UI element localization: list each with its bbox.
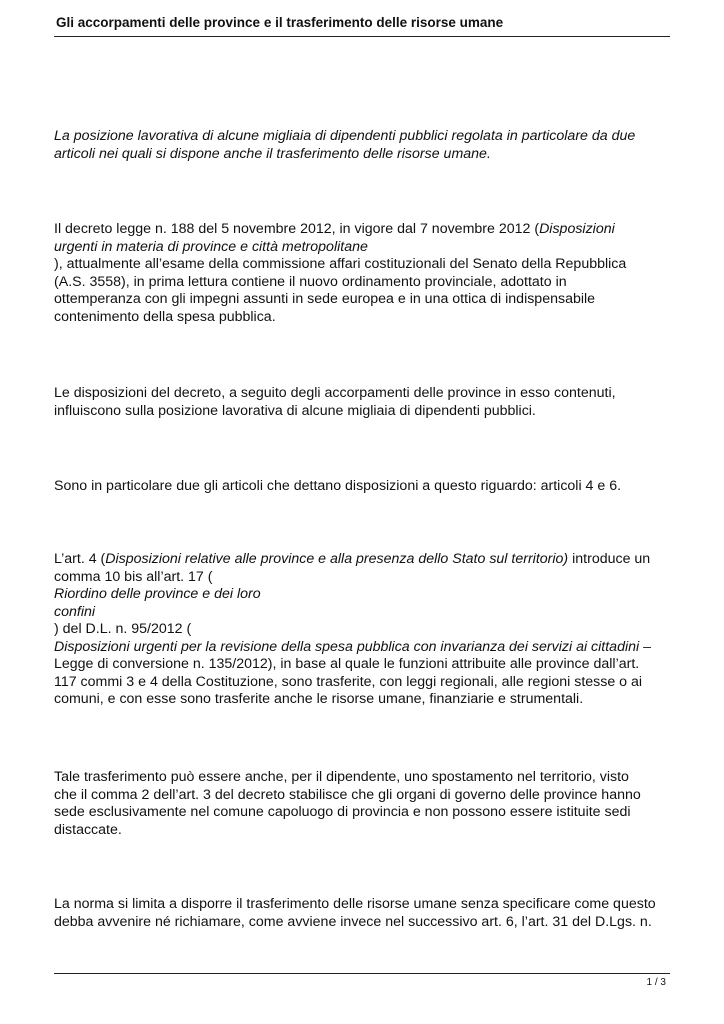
transfer-line: che il comma 2 dell’art. 3 del decreto stabilisce che gli organi di governo delle province hanno bbox=[54, 786, 641, 803]
art4-line1-pre: L’art. 4 ( bbox=[54, 551, 106, 567]
decree-line: contenimento della spesa pubblica. bbox=[54, 308, 276, 325]
decree-line: ), attualmente all’esame della commissione affari costituzionali del Senato della Repubblica bbox=[54, 256, 627, 272]
art4-line bbox=[54, 551, 674, 569]
document-title: Gli accorpamenti delle province e il trasferimento delle risorse umane bbox=[56, 15, 504, 30]
decree-paragraph bbox=[54, 221, 674, 326]
page-number: 1 / 3 bbox=[646, 977, 666, 988]
art4-line: comuni, e con esse sono trasferite anche le risorse umane, finanziarie e strumentali. bbox=[54, 691, 584, 707]
page-footer bbox=[54, 973, 670, 994]
norm-paragraph bbox=[54, 896, 674, 931]
articles-paragraph bbox=[54, 478, 674, 496]
intro-line: articoli nei quali si dispone anche il trasferimento delle risorse umane. bbox=[54, 145, 491, 162]
art4-line: ) del D.L. n. 95/2012 ( bbox=[54, 621, 192, 637]
art4-line1-italic: Disposizioni relative alle province e alla presenza dello Stato sul territorio) bbox=[105, 551, 569, 567]
provisions-line: Le disposizioni del decreto, a seguito degli accorpamenti delle province in esso contenuti, bbox=[54, 385, 616, 401]
provisions-line: influiscono sulla posizione lavorativa di alcune migliaia di dipendenti pubblici. bbox=[54, 402, 536, 419]
provisions-paragraph bbox=[54, 385, 674, 420]
art4-line1-post: introduce un bbox=[568, 551, 651, 567]
art4-paragraph bbox=[54, 551, 674, 709]
transfer-line: distaccate. bbox=[54, 821, 122, 838]
decree-line: ottemperanza con gli impegni assunti in sede europea e in una ottica di indispensabile bbox=[54, 291, 596, 307]
decree-line1-italic: Disposizioni bbox=[539, 221, 615, 237]
intro-line: La posizione lavorativa di alcune migliaia di dipendenti pubblici regolata in particolare da due bbox=[54, 128, 636, 144]
decree-line: urgenti in materia di province e città metropolitane bbox=[54, 238, 368, 255]
articles-line: Sono in particolare due gli articoli che dettano disposizioni a questo riguardo: articoli 4 e 6. bbox=[54, 478, 622, 494]
decree-line1-text: Il decreto legge n. 188 del 5 novembre 2012, in vigore dal 7 novembre 2012 ( bbox=[54, 221, 540, 237]
page-header bbox=[54, 12, 670, 37]
art4-line: 117 commi 3 e 4 della Costituzione, sono trasferite, con leggi regionali, alle regioni stesse o ai bbox=[54, 673, 643, 690]
norm-line: La norma si limita a disporre il trasferimento delle risorse umane senza specificare come questo bbox=[54, 896, 656, 912]
art4-line: confini bbox=[54, 603, 96, 620]
intro-paragraph bbox=[54, 128, 674, 163]
decree-line: (A.S. 3558), in prima lettura contiene il nuovo ordinamento provinciale, adottato in bbox=[54, 273, 567, 290]
art4-line: Legge di conversione n. 135/2012), in base al quale le funzioni attribuite alle province dall’art. bbox=[54, 656, 640, 672]
transfer-line: Tale trasferimento può essere anche, per il dipendente, uno spostamento nel territorio, visto bbox=[54, 769, 629, 785]
art4-line: Disposizioni urgenti per la revisione della spesa pubblica con invarianza dei servizi ai cittadini – bbox=[54, 638, 651, 655]
transfer-paragraph bbox=[54, 769, 674, 839]
art4-line: comma 10 bis all’art. 17 ( bbox=[54, 568, 213, 585]
art4-line: Riordino delle province e dei loro bbox=[54, 586, 261, 602]
decree-line bbox=[54, 221, 674, 239]
norm-line: debba avvenire né richiamare, come avviene invece nel successivo art. 6, l’art. 31 del D.Lgs. n. bbox=[54, 913, 652, 930]
transfer-line: sede esclusivamente nel comune capoluogo di provincia e non possono essere istituite sedi bbox=[54, 804, 631, 820]
